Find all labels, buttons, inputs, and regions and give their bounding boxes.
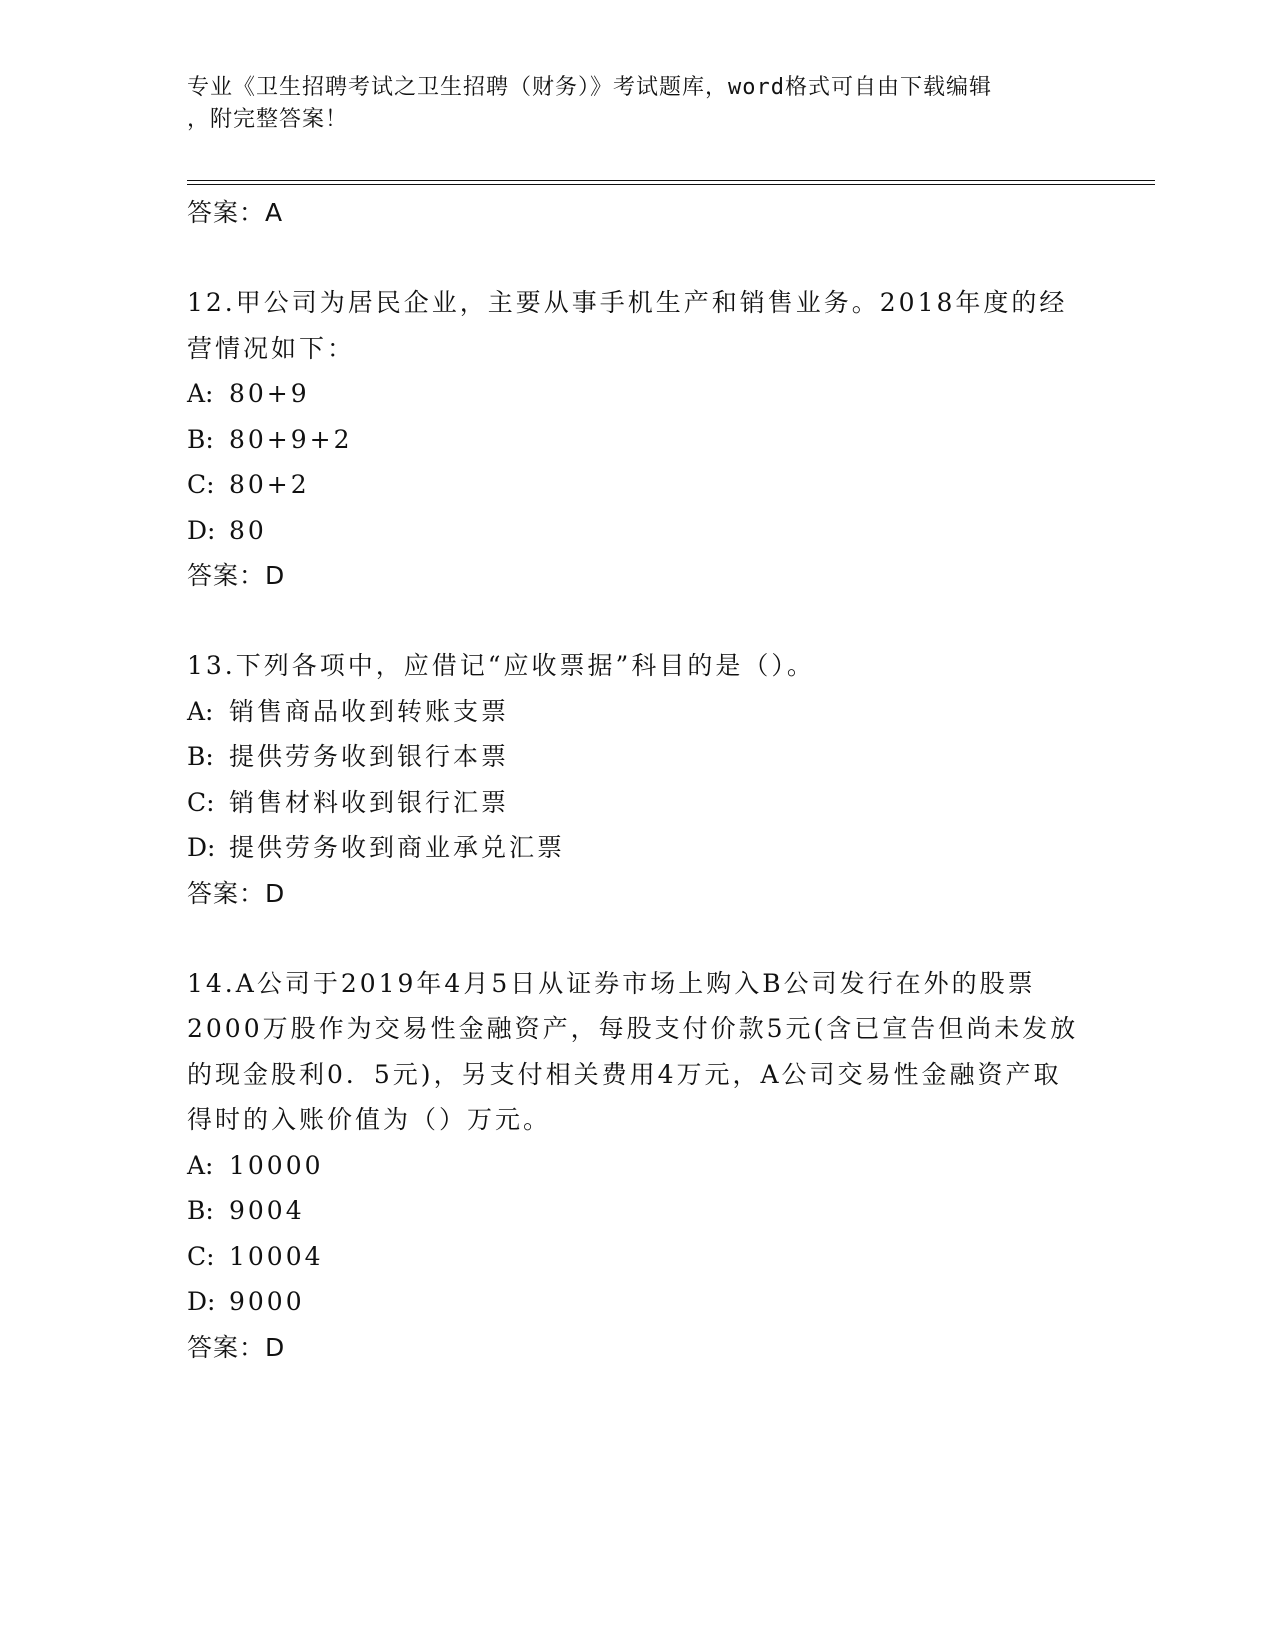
option-d bbox=[187, 1279, 1087, 1325]
option-c bbox=[187, 462, 1087, 508]
option-letter: A: bbox=[187, 1150, 214, 1180]
question-12 bbox=[187, 280, 1087, 598]
option-b bbox=[187, 417, 1087, 463]
header-line-2: ，附完整答案！ bbox=[187, 107, 349, 132]
question-stem: 12.甲公司为居民企业，主要从事手机生产和销售业务。2018年度的经营情况如下： bbox=[187, 288, 1068, 363]
option-letter: D: bbox=[187, 833, 216, 862]
option-a bbox=[187, 371, 1087, 417]
header-line-1: 专业《卫生招聘考试之卫生招聘（财务）》考试题库，word格式可自由下载编辑 bbox=[187, 75, 992, 100]
question-list bbox=[187, 190, 1087, 1370]
option-letter: D: bbox=[187, 515, 216, 545]
question-13 bbox=[187, 643, 1087, 916]
option-text: 80+9+2 bbox=[229, 424, 353, 454]
option-text: 10004 bbox=[229, 1241, 324, 1271]
option-text: 80+9 bbox=[229, 379, 310, 408]
option-text: 销售材料收到银行汇票 bbox=[229, 787, 510, 817]
option-letter: C: bbox=[187, 470, 215, 499]
question-answer: 答案：D bbox=[187, 561, 286, 590]
question-answer: 答案：D bbox=[187, 1332, 286, 1362]
question-14 bbox=[187, 961, 1087, 1370]
option-a bbox=[187, 689, 1087, 735]
option-text: 提供劳务收到银行本票 bbox=[229, 742, 510, 771]
option-text: 销售商品收到转账支票 bbox=[229, 696, 510, 726]
question-answer: 答案：D bbox=[187, 878, 286, 908]
option-c bbox=[187, 780, 1087, 826]
option-text: 80+2 bbox=[229, 470, 310, 499]
option-text: 10000 bbox=[229, 1150, 324, 1180]
option-b bbox=[187, 1188, 1087, 1234]
option-text: 80 bbox=[229, 515, 267, 545]
option-letter: C: bbox=[187, 787, 215, 817]
option-text: 9000 bbox=[229, 1287, 305, 1316]
option-letter: A: bbox=[187, 379, 214, 408]
header-divider-bottom bbox=[187, 184, 1155, 185]
header-divider-top bbox=[187, 180, 1155, 181]
option-letter: A: bbox=[187, 696, 214, 726]
question-stem: 14.A公司于2019年4月5日从证券市场上购入B公司发行在外的股票2000万股作为交易性金融资产，每股支付价款5元(含已宣告但尚未发放的现金股利0．5元)，另支付相关费用4万元，A公司交易性金融资产取得时的入账价值为（）万元。 bbox=[187, 968, 1079, 1134]
document-header bbox=[187, 72, 1087, 136]
option-letter: B: bbox=[187, 424, 214, 454]
option-a bbox=[187, 1143, 1087, 1189]
option-c bbox=[187, 1234, 1087, 1280]
option-text: 9004 bbox=[229, 1196, 305, 1225]
option-letter: B: bbox=[187, 742, 214, 771]
option-letter: D: bbox=[187, 1287, 216, 1316]
option-text: 提供劳务收到商业承兑汇票 bbox=[229, 833, 566, 862]
previous-answer: 答案：A bbox=[187, 198, 284, 227]
question-stem: 13.下列各项中，应借记“应收票据”科目的是（）。 bbox=[187, 651, 815, 680]
option-b bbox=[187, 734, 1087, 780]
option-letter: C: bbox=[187, 1241, 215, 1271]
option-letter: B: bbox=[187, 1196, 214, 1225]
option-d bbox=[187, 508, 1087, 554]
option-d bbox=[187, 825, 1087, 871]
